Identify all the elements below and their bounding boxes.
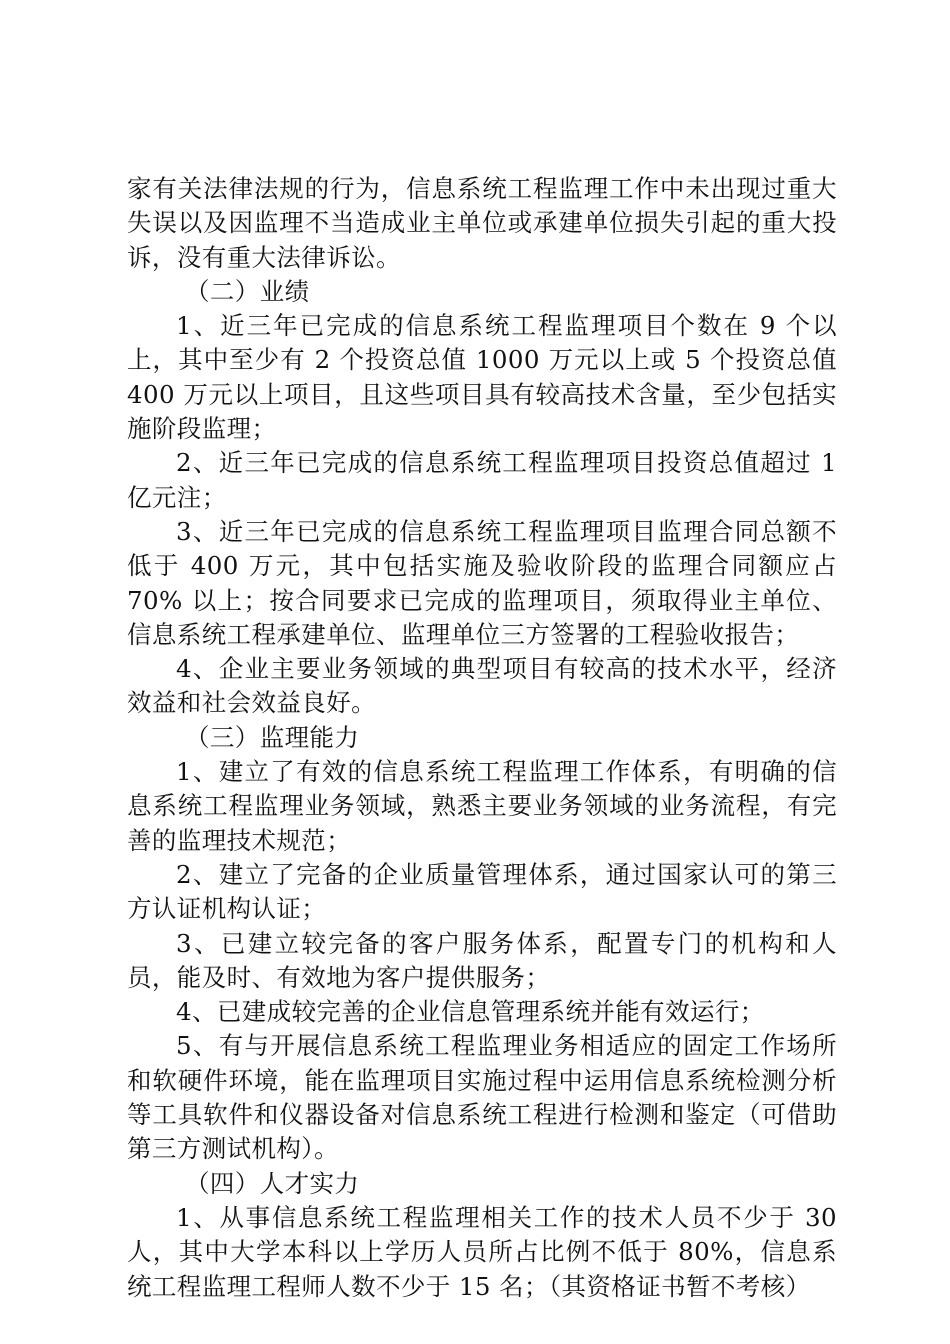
list-item: 4、企业主要业务领域的典型项目有较高的技术水平，经济效益和社会效益良好。	[127, 654, 837, 718]
section-heading-achievements: （二）业绩	[185, 276, 310, 306]
list-item: 2、近三年已完成的信息系统工程监理项目投资总值超过 1 亿元注；	[127, 448, 837, 512]
list-item: 1、从事信息系统工程监理相关工作的技术人员不少于 30 人，其中大学本科以上学历人员所占比例不低于 80%，信息系统工程监理工程师人数不少于 15 名；（其资格证书暂不考核）	[127, 1202, 837, 1301]
list-item: 4、已建成较完善的企业信息管理系统并能有效运行；	[176, 997, 765, 1027]
list-item: 2、建立了完备的企业质量管理体系，通过国家认可的第三方认证机构认证；	[127, 859, 837, 924]
document-body	[127, 172, 837, 1304]
list-item: 1、建立了有效的信息系统工程监理工作体系，有明确的信息系统工程监理业务领域，熟悉主要业务领域的业务流程，有完善的监理技术规范；	[127, 757, 837, 855]
section-heading-supervision-capability: （三）监理能力	[185, 722, 360, 752]
list-item: 1、近三年已完成的信息系统工程监理项目个数在 9 个以上，其中至少有 2 个投资总值 1000 万元以上或 5 个投资总值 400 万元以上项目，且这些项目具有较高技术含量，至少包括实施阶段监理；	[127, 311, 837, 444]
list-item: 3、近三年已完成的信息系统工程监理项目监理合同总额不低于 400 万元，其中包括实施及验收阶段的监理合同额应占 70% 以上；按合同要求已完成的监理项目，须取得业主单位、信息系统工程承建单位、监理单位三方签署的工程验收报告；	[127, 516, 837, 649]
list-item: 5、有与开展信息系统工程监理业务相适应的固定工作场所和软硬件环境，能在监理项目实施过程中运用信息系统检测分析等工具软件和仪器设备对信息系统工程进行检测和鉴定（可借助第三方测试机构）。	[127, 1031, 837, 1164]
list-item: 3、已建立较完备的客户服务体系，配置专门的机构和人员，能及时、有效地为客户提供服务；	[127, 928, 837, 992]
paragraph-continuation: 家有关法律法规的行为，信息系统工程监理工作中未出现过重大失误以及因监理不当造成业主单位或承建单位损失引起的重大投诉，没有重大法律诉讼。	[127, 174, 837, 272]
section-heading-talent-strength: （四）人才实力	[185, 1168, 360, 1198]
